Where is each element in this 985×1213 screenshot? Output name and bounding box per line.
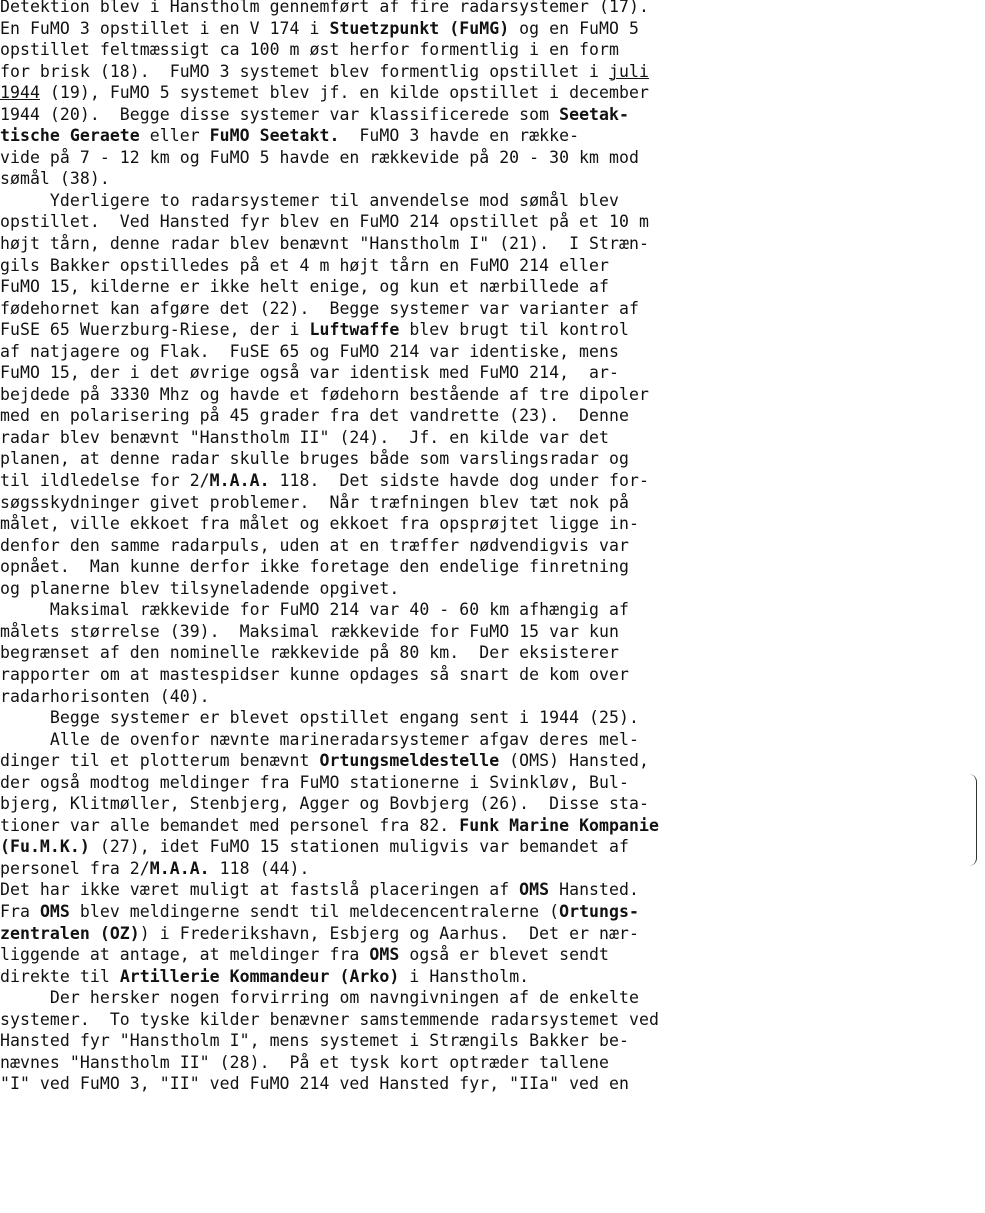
text-run: Fra [0,901,40,921]
text-run: 118 (44). [209,858,310,878]
text-run: eller [139,126,210,146]
text-line [0,599,985,621]
text-line [0,1052,985,1074]
text-run: personel fra 2/ [0,858,150,878]
text-line [0,1009,985,1031]
text-run: også er blevet sendt [399,945,610,965]
text-run: med en polarisering på 45 grader fra det vandrette (23). Denne [0,406,629,426]
text-run: radar blev benævnt "Hanstholm II" (24). Jf. en kilde var det [0,427,610,447]
text-run: radarhorisonten (40). [0,686,210,706]
text-run: vide på 7 - 12 km og FuMO 5 havde en rækkevide på 20 - 30 km mod [0,147,639,167]
text-run: Hansted. [549,880,639,900]
text-run: til ildledelse for 2/ [0,471,210,491]
text-run: Begge systemer er blevet opstillet engang sent i 1944 (25). [0,708,639,728]
text-run: liggende at antage, at meldinger fra [0,945,370,965]
text-run: målets størrelse (39). Maksimal rækkevide for FuMO 15 var kun [0,621,619,641]
text-run: gils Bakker opstilledes på et 4 m højt tårn en FuMO 214 eller [0,255,610,275]
text-run: for brisk (18). FuMO 3 systemet blev formentlig opstillet i [0,61,610,81]
text-line [0,341,985,363]
text-line [0,944,985,966]
text-run: (OMS) Hansted, [499,751,649,771]
text-line [0,858,985,880]
text-line [0,470,985,492]
text-run: Detektion blev i Hanstholm gennemført af fire radarsystemer (17). [0,0,649,16]
bold-term: OMS [369,945,400,965]
text-run: Hansted fyr "Hanstholm I", mens systemet i Strængils Bakker be- [0,1031,629,1051]
text-run: og planerne blev tilsyneladende opgivet. [0,578,400,598]
text-run: (27), idet FuMO 15 stationen muligvis var bemandet af [89,837,629,857]
text-run: tioner var alle bemandet med personel fra 82. [0,815,460,835]
text-run: højt tårn, denne radar blev benævnt "Hanstholm I" (21). I Stræn- [0,234,649,254]
text-run: søgsskydninger givet problemer. Når træfningen blev tæt nok på [0,492,629,512]
text-line [0,125,985,147]
text-run: Alle de ovenfor nævnte marineradarsystemer afgav deres mel- [0,729,639,749]
text-run: Det har ikke været muligt at fastslå placeringen af [0,880,520,900]
text-run: bjerg, Klitmøller, Stenbjerg, Agger og Bovbjerg (26). Disse sta- [0,794,649,814]
text-run: FuSE 65 Wuerzburg-Riese, der i [0,320,310,340]
text-line [0,1030,985,1052]
text-line [0,0,985,18]
text-run: fødehornet kan afgøre det (22). Begge systemer var varianter af [0,298,639,318]
text-run: (19), FuMO 5 systemet blev jf. en kilde opstillet i december [39,83,649,103]
text-line [0,513,985,535]
text-line [0,448,985,470]
bold-term: Ortungsmeldestelle [319,751,500,771]
text-run: systemer. To tyske kilder benævner samstemmende radarsystemet ved [0,1009,659,1029]
text-line [0,147,985,169]
bold-term: tische Geraete [0,126,140,146]
text-line [0,39,985,61]
text-run: i Hanstholm. [399,966,530,986]
text-run: Maksimal rækkevide for FuMO 214 var 40 - 60 km afhængig af [0,600,629,620]
text-line [0,793,985,815]
text-line [0,750,985,772]
text-run: 118. Det sidste havde dog under for- [269,471,649,491]
text-line [0,233,985,255]
text-line [0,556,985,578]
bold-term: Ortungs- [559,901,639,921]
text-line [0,707,985,729]
bold-term: Stuetzpunkt (FuMG) [329,18,510,38]
text-line [0,901,985,923]
text-run: En FuMO 3 opstillet i en V 174 i [0,18,330,38]
text-line [0,923,985,945]
text-run: denfor den samme radarpuls, uden at en træffer nødvendigvis var [0,535,629,555]
text-line [0,427,985,449]
text-line [0,104,985,126]
text-run: af natjagere og Flak. FuSE 65 og FuMO 214 var identiske, mens [0,341,619,361]
text-line [0,276,985,298]
text-run: Der hersker nogen forvirring om navngivningen af de enkelte [0,988,639,1008]
text-run: der også modtog meldinger fra FuMO stationerne i Svinkløv, Bul- [0,772,629,792]
text-line [0,190,985,212]
text-run: dinger til et plotterum benævnt [0,751,320,771]
bold-term: M.A.A. [149,858,210,878]
text-line [0,362,985,384]
text-run: direkte til [0,966,120,986]
text-run: opstillet feltmæssigt ca 100 m øst herfor formentlig i en form [0,40,619,60]
text-run: opstillet. Ved Hansted fyr blev en FuMO 214 opstillet på et 10 m [0,212,649,232]
text-line [0,966,985,988]
text-line [0,879,985,901]
text-line [0,168,985,190]
bold-term: Seetak- [559,104,629,124]
text-line [0,298,985,320]
underlined-text: juli [609,61,649,81]
text-run: opnået. Man kunne derfor ikke foretage den endelige finretning [0,557,629,577]
text-line [0,384,985,406]
text-line [0,255,985,277]
bold-term: M.A.A. [209,471,270,491]
text-run: blev meldingerne sendt til meldecencentralerne ( [69,901,560,921]
text-line [0,61,985,83]
text-line [0,82,985,104]
text-run: ) i Frederikshavn, Esbjerg og Aarhus. Det er nær- [139,923,639,943]
text-run: sømål (38). [0,169,110,189]
text-line [0,535,985,557]
text-line [0,405,985,427]
bold-term: (Fu.M.K.) [0,837,90,857]
text-line [0,578,985,600]
text-line [0,492,985,514]
text-run: 1944 (20). Begge disse systemer var klassificerede som [0,104,560,124]
text-line [0,987,985,1009]
text-run: "I" ved FuMO 3, "II" ved FuMO 214 ved Hansted fyr, "IIa" ved en [0,1074,629,1094]
bold-term: Funk Marine Kompanie [459,815,659,835]
margin-bracket-mark [968,774,977,866]
text-run: planen, at denne radar skulle bruges både som varslingsradar og [0,449,629,469]
text-line [0,621,985,643]
text-line [0,664,985,686]
bold-term: Artillerie Kommandeur (Arko) [119,966,400,986]
bold-term: Luftwaffe [309,320,400,340]
text-run: FuMO 3 havde en række- [339,126,580,146]
bold-term: OMS [39,901,70,921]
text-line [0,1073,985,1095]
text-run: målet, ville ekkoet fra målet og ekkoet fra opsprøjtet ligge in- [0,514,639,534]
bold-term: OMS [519,880,550,900]
text-run: Yderligere to radarsystemer til anvendelse mod sømål blev [0,190,619,210]
bold-term: FuMO Seetakt. [209,126,340,146]
text-line [0,319,985,341]
text-run: FuMO 15, der i det øvrige også var identisk med FuMO 214, ar- [0,363,619,383]
text-run: blev brugt til kontrol [399,320,629,340]
text-line [0,815,985,837]
text-line [0,211,985,233]
text-line [0,686,985,708]
text-run: og en FuMO 5 [509,18,639,38]
underlined-text: 1944 [0,83,40,103]
text-line [0,836,985,858]
text-run: nævnes "Hanstholm II" (28). På et tysk kort optræder tallene [0,1052,610,1072]
text-run: FuMO 15, kilderne er ikke helt enige, og kun et nærbillede af [0,277,610,297]
text-line [0,18,985,40]
text-run: begrænset af den nominelle rækkevide på 80 km. Der eksisterer [0,643,619,663]
text-line [0,642,985,664]
text-line [0,729,985,751]
text-run: bejdede på 3330 Mhz og havde et fødehorn bestående af tre dipoler [0,384,649,404]
text-run: rapporter om at mastespidser kunne opdages så snart de kom over [0,664,629,684]
text-line [0,772,985,794]
bold-term: zentralen (OZ) [0,923,140,943]
